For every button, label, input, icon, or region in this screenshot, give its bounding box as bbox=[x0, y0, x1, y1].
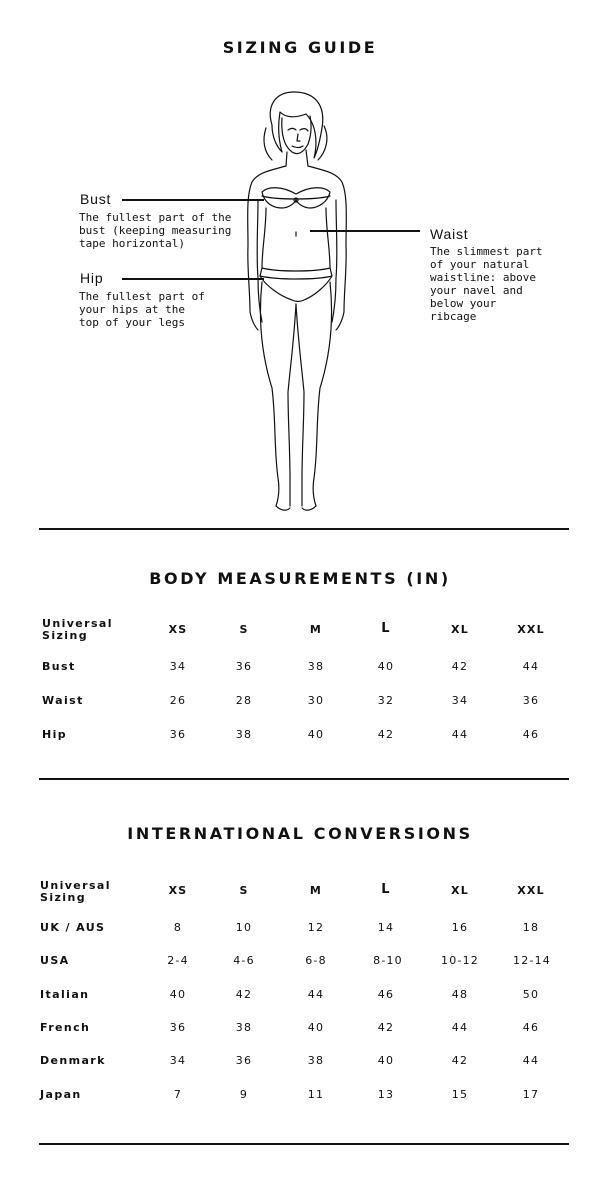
table-cell: 46 bbox=[522, 728, 540, 741]
table-cell: 46 bbox=[377, 988, 395, 1001]
table-cell: 10 bbox=[235, 921, 253, 934]
table-cell: 42 bbox=[451, 1054, 469, 1067]
size-header-xxl: XXL bbox=[517, 623, 545, 636]
row-label-usa: USA bbox=[40, 954, 70, 967]
universal-sizing-label: Universal Sizing bbox=[42, 617, 113, 642]
table-cell: 40 bbox=[377, 1054, 395, 1067]
table-cell: 50 bbox=[522, 988, 540, 1001]
table-cell: 10-12 bbox=[441, 954, 479, 967]
universal-sizing-label: Universal Sizing bbox=[40, 879, 111, 904]
table-cell: 12 bbox=[307, 921, 325, 934]
row-label-uk-aus: UK / AUS bbox=[40, 921, 106, 934]
bust-callout-label: Bust bbox=[80, 191, 112, 207]
table-cell: 42 bbox=[451, 660, 469, 673]
row-label-japan: Japan bbox=[40, 1088, 82, 1101]
table-cell: 38 bbox=[235, 728, 253, 741]
table-cell: 8 bbox=[173, 921, 183, 934]
table-cell: 48 bbox=[451, 988, 469, 1001]
table-cell: 2-4 bbox=[167, 954, 189, 967]
bust-callout-description: The fullest part of the bust (keeping measuring tape horizontal) bbox=[79, 211, 232, 250]
size-header-s: S bbox=[239, 623, 249, 636]
size-header-xs: XS bbox=[168, 623, 188, 636]
table-cell: 36 bbox=[235, 660, 253, 673]
table-cell: 38 bbox=[307, 1054, 325, 1067]
size-header-s: S bbox=[239, 884, 249, 897]
table-cell: 40 bbox=[307, 728, 325, 741]
table-cell: 4-6 bbox=[233, 954, 255, 967]
section-divider bbox=[39, 1143, 569, 1145]
size-header-l: L bbox=[381, 621, 391, 636]
row-label-waist: Waist bbox=[42, 694, 84, 707]
table-cell: 42 bbox=[377, 1021, 395, 1034]
row-label-bust: Bust bbox=[42, 660, 76, 673]
size-header-xl: XL bbox=[451, 623, 469, 636]
table-cell: 42 bbox=[377, 728, 395, 741]
table-cell: 11 bbox=[307, 1088, 325, 1101]
table-cell: 14 bbox=[377, 921, 395, 934]
table-cell: 34 bbox=[169, 660, 187, 673]
size-header-l: L bbox=[381, 882, 391, 897]
table-cell: 9 bbox=[239, 1088, 249, 1101]
table-cell: 40 bbox=[377, 660, 395, 673]
table-cell: 36 bbox=[235, 1054, 253, 1067]
hip-callout-description: The fullest part of your hips at the top of your legs bbox=[79, 290, 205, 329]
body-measurements-title: BODY MEASUREMENTS (IN) bbox=[149, 569, 451, 588]
table-cell: 44 bbox=[307, 988, 325, 1001]
table-cell: 26 bbox=[169, 694, 187, 707]
size-header-xl: XL bbox=[451, 884, 469, 897]
table-cell: 8-10 bbox=[373, 954, 403, 967]
table-cell: 44 bbox=[451, 1021, 469, 1034]
table-cell: 38 bbox=[235, 1021, 253, 1034]
table-cell: 44 bbox=[522, 660, 540, 673]
table-cell: 40 bbox=[307, 1021, 325, 1034]
table-cell: 44 bbox=[522, 1054, 540, 1067]
table-cell: 6-8 bbox=[305, 954, 327, 967]
table-cell: 15 bbox=[451, 1088, 469, 1101]
size-header-xs: XS bbox=[168, 884, 188, 897]
table-cell: 34 bbox=[451, 694, 469, 707]
table-cell: 46 bbox=[522, 1021, 540, 1034]
table-cell: 36 bbox=[169, 728, 187, 741]
row-label-hip: Hip bbox=[42, 728, 68, 741]
row-label-italian: Italian bbox=[40, 988, 90, 1001]
table-cell: 38 bbox=[307, 660, 325, 673]
table-cell: 28 bbox=[235, 694, 253, 707]
table-cell: 40 bbox=[169, 988, 187, 1001]
table-cell: 36 bbox=[522, 694, 540, 707]
hip-callout-label: Hip bbox=[80, 270, 104, 286]
table-cell: 44 bbox=[451, 728, 469, 741]
section-divider bbox=[39, 528, 569, 530]
table-cell: 7 bbox=[173, 1088, 183, 1101]
table-cell: 17 bbox=[522, 1088, 540, 1101]
waist-callout-label: Waist bbox=[430, 226, 469, 242]
table-cell: 42 bbox=[235, 988, 253, 1001]
size-header-m: M bbox=[309, 623, 323, 636]
table-cell: 12-14 bbox=[513, 954, 551, 967]
size-header-m: M bbox=[309, 884, 323, 897]
table-cell: 16 bbox=[451, 921, 469, 934]
waist-callout-description: The slimmest part of your natural waistline: above your navel and below your ribcage bbox=[430, 245, 543, 323]
table-cell: 18 bbox=[522, 921, 540, 934]
section-divider bbox=[39, 778, 569, 780]
sizing-guide-title: SIZING GUIDE bbox=[222, 38, 378, 57]
row-label-french: French bbox=[40, 1021, 91, 1034]
table-cell: 30 bbox=[307, 694, 325, 707]
row-label-denmark: Denmark bbox=[40, 1054, 106, 1067]
table-cell: 32 bbox=[377, 694, 395, 707]
table-cell: 34 bbox=[169, 1054, 187, 1067]
size-header-xxl: XXL bbox=[517, 884, 545, 897]
table-cell: 36 bbox=[169, 1021, 187, 1034]
table-cell: 13 bbox=[377, 1088, 395, 1101]
international-conversions-title: INTERNATIONAL CONVERSIONS bbox=[127, 824, 473, 843]
